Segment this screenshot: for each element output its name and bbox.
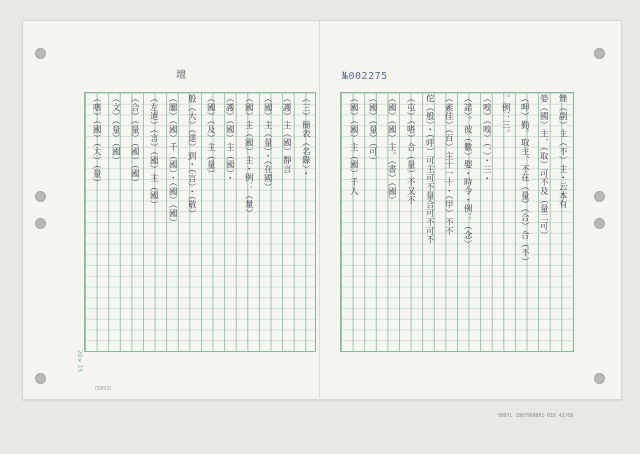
- manuscript-column: （國）（國）主（國）千人: [348, 94, 359, 196]
- manuscript-column: （國）（量）（可）: [367, 94, 378, 165]
- manuscript-column: （屯）（嗒）合（量）不又不: [405, 94, 416, 205]
- manuscript-column: （嗜）（國）（大）（量）: [91, 94, 102, 187]
- manuscript-column: （護）主（國）靜言: [281, 94, 292, 174]
- binder-hole: [594, 48, 605, 59]
- binder-hole: [594, 191, 605, 202]
- grid-label: (5803): [95, 386, 112, 392]
- binder-hole: [35, 373, 46, 384]
- manuscript-column: （呷）勤。取主、不在（量）（合）合（不）: [519, 94, 530, 266]
- manuscript-column: 。例：三。: [500, 94, 511, 138]
- manuscript-column: 嫈（國）主、（取）可不及（量二可）: [538, 94, 549, 240]
- manuscript-column: 佗（般）・（呼）可主可不量合可不可不: [424, 94, 435, 244]
- manuscript-column: （國）主（國）主・例：（量）: [243, 94, 254, 218]
- manuscript-column: 般（大）（達）到・（言）・（敬）: [186, 94, 197, 218]
- manuscript-column: （諾）。彼（數）嬰・時令・例：（念）: [462, 94, 473, 249]
- binder-hole: [35, 191, 46, 202]
- binder-hole: [35, 48, 46, 59]
- manuscript-column: 矬（副）主（不）主・云本有: [557, 94, 568, 209]
- binder-hole: [35, 218, 46, 229]
- manuscript-column: （素佳）（百）主十一十・（甲）不不: [443, 94, 454, 236]
- archive-stamp: 0097L 1987960001-010 43/68: [498, 414, 574, 419]
- center-fold: [319, 20, 320, 398]
- binder-hole: [594, 373, 605, 384]
- serial-number: №002275: [342, 71, 388, 82]
- binder-hole: [594, 218, 605, 229]
- manuscript-column: （嚻）（國）千（國）・（國）（國）: [167, 94, 178, 227]
- manuscript-column: （文）（量）（國）: [110, 94, 121, 165]
- manuscript-column: （三）簡表（名錄）・: [300, 94, 311, 178]
- manuscript-column: （國）主（量）・（在國）: [262, 94, 273, 192]
- manuscript-column: （左道）（言）（國）主（國）: [148, 94, 159, 209]
- manuscript-column: （護）（國）主（國）・: [224, 94, 235, 183]
- manuscript-column: （國）（及）主（量）: [205, 94, 216, 178]
- grid-size-note: 20×15: [76, 350, 83, 373]
- manuscript-column: （嗅）（嗅）（、）・三・: [481, 94, 492, 183]
- manuscript-column: （合）（量）（國）（國）: [129, 94, 140, 187]
- header-mark: 壇: [176, 70, 186, 81]
- manuscript-column: （國）（國）主。（書）（國）: [386, 94, 397, 205]
